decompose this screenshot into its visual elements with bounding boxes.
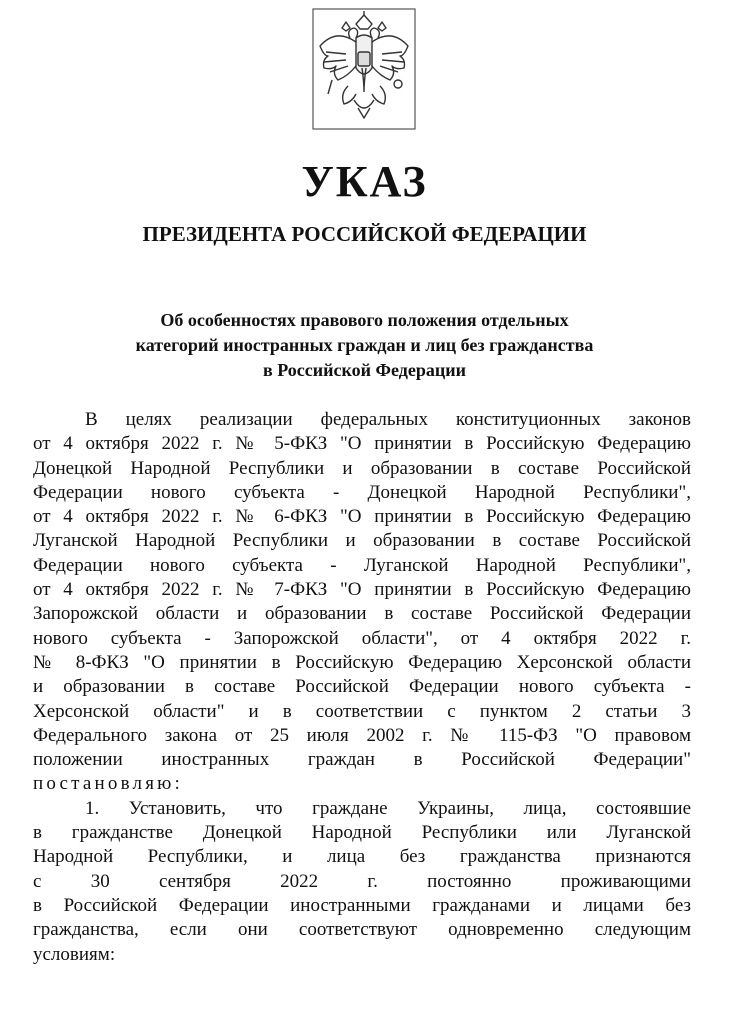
decree-body xyxy=(33,408,691,967)
body-line: Народной Республики, и лица без гражданства признаются xyxy=(33,846,691,868)
body-line: гражданства, если они соответствуют одновременно следующим xyxy=(33,919,691,941)
body-line: Федерации нового субъекта - Луганской Народной Республики", xyxy=(33,554,691,576)
body-line: от 4 октября 2022 г. № 5-ФКЗ "О принятии в Российскую Федерацию xyxy=(33,433,691,455)
body-line: в гражданстве Донецкой Народной Республики или Луганской xyxy=(33,822,691,844)
body-line: В целях реализации федеральных конституционных законов xyxy=(85,409,691,430)
body-line: Луганской Народной Республики и образовании в составе Российской xyxy=(33,530,691,552)
body-line: условиям: xyxy=(33,943,116,965)
heading-line: Об особенностях правового положения отдельных xyxy=(160,310,569,330)
body-line: № 8-ФКЗ "О принятии в Российскую Федерацию Херсонской области xyxy=(33,651,691,673)
document-subtitle: ПРЕЗИДЕНТА РОССИЙСКОЙ ФЕДЕРАЦИИ xyxy=(142,222,587,246)
body-line: Федерального закона от 25 июля 2002 г. № 115-ФЗ "О правовом xyxy=(33,724,691,746)
heading-line: категорий иностранных граждан и лиц без гражданства xyxy=(135,335,594,355)
body-line: от 4 октября 2022 г. № 7-ФКЗ "О принятии в Российскую Федерацию xyxy=(33,579,691,601)
decree-heading xyxy=(60,308,669,383)
coat-of-arms-emblem xyxy=(312,8,416,130)
heading-line: в Российской Федерации xyxy=(263,360,466,380)
body-line: Запорожской области и образовании в составе Российской Федерации xyxy=(33,603,691,625)
body-line: и образовании в составе Российской Федерации нового субъекта - xyxy=(33,676,691,698)
body-line: Херсонской области" и в соответствии с пунктом 2 статьи 3 xyxy=(33,700,691,722)
body-line: с 30 сентября 2022 г. постоянно проживающими xyxy=(33,870,691,892)
body-line: в Российской Федерации иностранными гражданами и лицами без xyxy=(33,894,691,916)
body-line: нового субъекта - Запорожской области", от 4 октября 2022 г. xyxy=(33,627,691,649)
body-line: Федерации нового субъекта - Донецкой Народной Республики", xyxy=(33,481,691,503)
body-line: от 4 октября 2022 г. № 6-ФКЗ "О принятии в Российскую Федерацию xyxy=(33,506,691,528)
body-line: положении иностранных граждан в Российской Федерации" xyxy=(33,749,691,771)
document-title: УКАЗ xyxy=(301,157,428,206)
body-line-resolution: постановляю: xyxy=(33,773,184,795)
body-line: 1. Установить, что граждане Украины, лица, состоявшие xyxy=(85,797,691,819)
body-line: Донецкой Народной Республики и образовании в составе Российской xyxy=(33,457,691,479)
